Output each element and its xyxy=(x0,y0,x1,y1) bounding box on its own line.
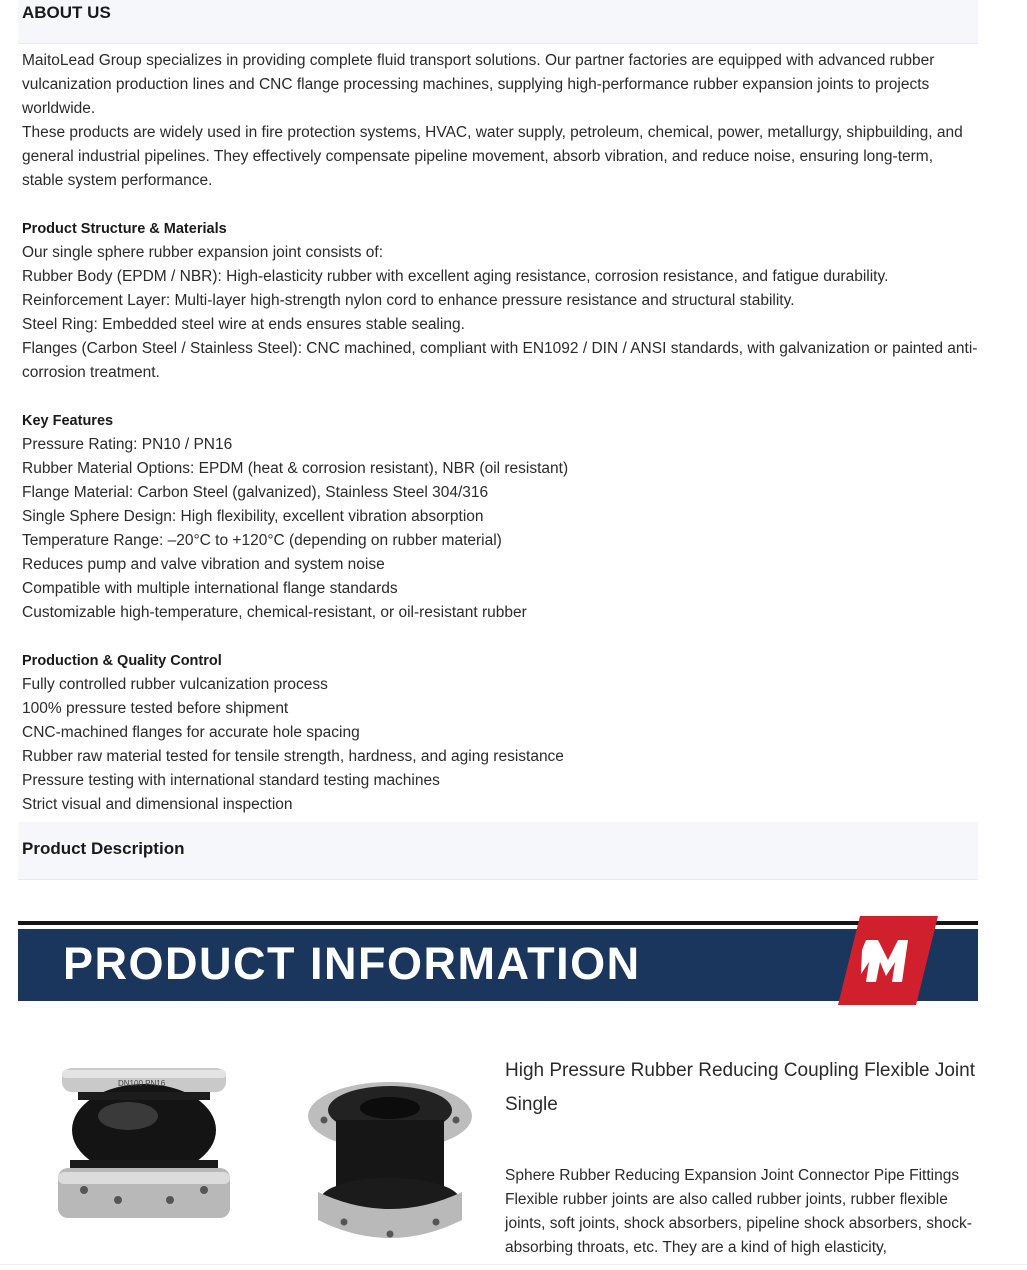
quality-line: Fully controlled rubber vulcanization process xyxy=(22,676,328,693)
banner-top-line xyxy=(18,921,978,925)
product-images xyxy=(48,1050,488,1270)
product-title: High Pressure Rubber Reducing Coupling Flexible Joint Single xyxy=(505,1060,975,1115)
intro-paragraph-2: These products are widely used in fire protection systems, HVAC, water supply, petroleum, chemical, power, metallurgy, shipbuilding, and general industrial pipelines. They effectively compensate pipeline movement, absorb vibration, and reduce noise, ensuring long-term, stable system performance. xyxy=(22,124,963,189)
quality-line: Strict visual and dimensional inspection xyxy=(22,796,293,813)
structure-line: Rubber Body (EPDM / NBR): High-elasticity rubber with excellent aging resistance, corrosion resistance, and fatigue durability. xyxy=(22,268,889,285)
product-description-header xyxy=(18,822,978,880)
page-content xyxy=(18,0,978,1256)
feature-line: Compatible with multiple international flange standards xyxy=(22,580,398,597)
feature-line: Flange Material: Carbon Steel (galvanized), Stainless Steel 304/316 xyxy=(22,484,489,501)
flange-marking: DN100 PN16 xyxy=(118,1079,166,1088)
features-heading: Key Features xyxy=(22,413,114,429)
expansion-joint-image-2 xyxy=(308,1082,472,1238)
structure-line: Our single sphere rubber expansion joint consists of: xyxy=(22,244,384,261)
expansion-joint-image-1 xyxy=(58,1068,230,1218)
quality-line: CNC-machined flanges for accurate hole spacing xyxy=(22,724,360,741)
quality-line: 100% pressure tested before shipment xyxy=(22,700,289,717)
feature-line: Customizable high-temperature, chemical-resistant, or oil-resistant rubber xyxy=(22,604,527,621)
feature-line: Pressure Rating: PN10 / PN16 xyxy=(22,436,233,453)
quality-line: Rubber raw material tested for tensile strength, hardness, and aging resistance xyxy=(22,748,564,765)
quality-line: Pressure testing with international standard testing machines xyxy=(22,772,440,789)
feature-line: Temperature Range: –20°C to +120°C (depending on rubber material) xyxy=(22,532,502,549)
feature-line: Single Sphere Design: High flexibility, excellent vibration absorption xyxy=(22,508,484,525)
structure-line: Steel Ring: Embedded steel wire at ends ensures stable sealing. xyxy=(22,316,465,333)
product-description-title: Product Description xyxy=(22,839,185,858)
intro-paragraph-1: MaitoLead Group specializes in providing complete fluid transport solutions. Our partner factories are equipped with advanced rubber vulcanization production lines and CNC flange processing machines, supplying high-performance rubber expansion joints to projects worldwide. xyxy=(22,52,935,117)
structure-heading: Product Structure & Materials xyxy=(22,221,227,237)
feature-line: Reduces pump and valve vibration and system noise xyxy=(22,556,385,573)
structure-line: Reinforcement Layer: Multi-layer high-strength nylon cord to enhance pressure resistance and structural stability. xyxy=(22,292,795,309)
maitolead-logo-icon xyxy=(838,916,938,1005)
feature-line: Rubber Material Options: EPDM (heat & corrosion resistant), NBR (oil resistant) xyxy=(22,460,569,477)
about-us-header xyxy=(18,0,978,44)
structure-line: Flanges (Carbon Steel / Stainless Steel): CNC machined, compliant with EN1092 / DIN / ANSI standards, with galvanization or painted anti-corrosion treatment. xyxy=(22,340,978,381)
product-information-banner xyxy=(18,916,978,1002)
about-us-title: ABOUT US xyxy=(22,3,111,22)
quality-heading: Production & Quality Control xyxy=(22,653,222,669)
bottom-divider xyxy=(0,1264,1027,1265)
product-description-text: Sphere Rubber Reducing Expansion Joint Connector Pipe Fittings Flexible rubber joints are also called rubber joints, rubber flexible joints, soft joints, shock absorbers, pipeline shock absorbers, shock-absorbing throats, etc. They are a kind of high elasticity, xyxy=(505,1167,972,1256)
about-us-body xyxy=(22,49,978,817)
banner-title: PRODUCT INFORMATION xyxy=(63,938,641,989)
